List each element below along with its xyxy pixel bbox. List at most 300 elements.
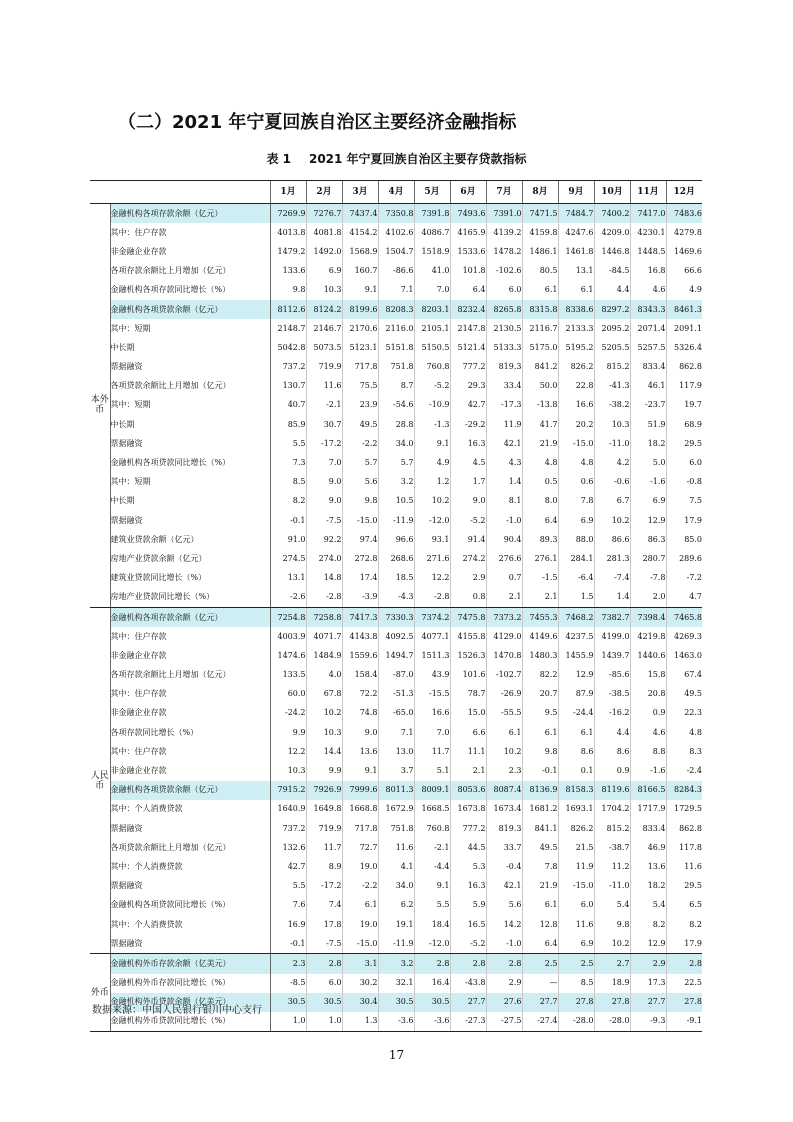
row-label: 其中：住户存款 <box>110 742 270 761</box>
table-row <box>90 666 702 685</box>
table-cell: 274.5 <box>270 549 306 568</box>
table-cell: 5073.5 <box>306 338 342 357</box>
table-cell: -7.8 <box>630 569 666 588</box>
table-cell: 4237.5 <box>558 627 594 646</box>
table-cell: 1480.3 <box>522 646 558 665</box>
table-cell: -1.0 <box>486 934 522 954</box>
table-cell: 74.8 <box>342 704 378 723</box>
table-cell: -38.7 <box>594 838 630 857</box>
table-cell: 5121.4 <box>450 338 486 357</box>
row-label: 金融机构外币存款同比增长（%） <box>110 974 270 993</box>
table-cell: 5.5 <box>270 434 306 453</box>
table-cell: 7.8 <box>558 492 594 511</box>
table-cell: 4129.0 <box>486 627 522 646</box>
table-cell: 5.0 <box>630 453 666 472</box>
table-cell: 5133.3 <box>486 338 522 357</box>
row-label: 其中：住户存款 <box>110 223 270 242</box>
row-label: 房地产业贷款余额（亿元） <box>110 549 270 568</box>
table-cell: 7484.7 <box>558 204 594 224</box>
table-cell: 30.5 <box>270 993 306 1012</box>
table-cell: 88.0 <box>558 530 594 549</box>
table-cell: -15.0 <box>558 877 594 896</box>
table-cell: -17.3 <box>486 396 522 415</box>
table-cell: 80.5 <box>522 262 558 281</box>
table-cell: 2.1 <box>522 588 558 608</box>
table-cell: 9.0 <box>306 492 342 511</box>
table-cell: 9.5 <box>522 704 558 723</box>
table-cell: 87.9 <box>558 685 594 704</box>
table-cell: 43.9 <box>414 666 450 685</box>
table-row <box>90 781 702 800</box>
table-cell: -8.5 <box>270 974 306 993</box>
table-cell: 2.5 <box>522 954 558 974</box>
table-cell: 8.0 <box>522 492 558 511</box>
table-cell: 2.9 <box>630 954 666 974</box>
row-label: 票据融资 <box>110 819 270 838</box>
table-caption <box>0 150 793 167</box>
table-cell: 9.8 <box>342 492 378 511</box>
table-cell: 21.9 <box>522 877 558 896</box>
table-row <box>90 588 702 608</box>
table-cell: 33.7 <box>486 838 522 857</box>
table-row <box>90 607 702 627</box>
table-cell: -3.6 <box>378 1012 414 1032</box>
table-cell: 5.7 <box>378 453 414 472</box>
table-cell: 133.5 <box>270 666 306 685</box>
table-cell: 8315.8 <box>522 300 558 319</box>
table-cell: -1.6 <box>630 473 666 492</box>
table-cell: 751.8 <box>378 358 414 377</box>
table-cell: 44.5 <box>450 838 486 857</box>
table-cell: 2.9 <box>450 569 486 588</box>
table-cell: 22.3 <box>666 704 702 723</box>
table-cell: 16.3 <box>450 877 486 896</box>
table-cell: 90.4 <box>486 530 522 549</box>
table-cell: 11.1 <box>450 742 486 761</box>
table-cell: 22.5 <box>666 974 702 993</box>
month-header: 1月 <box>270 181 306 204</box>
table-cell: 28.8 <box>378 415 414 434</box>
table-cell: 29.5 <box>666 877 702 896</box>
table-cell: -0.4 <box>486 857 522 876</box>
table-cell: 760.8 <box>414 358 450 377</box>
table-cell: 17.9 <box>666 511 702 530</box>
table-cell: 10.3 <box>306 281 342 300</box>
row-label: 金融机构外币贷款同比增长（%） <box>110 1012 270 1032</box>
table-cell: 815.2 <box>594 819 630 838</box>
table-cell: 5.5 <box>270 877 306 896</box>
table-cell: 60.0 <box>270 685 306 704</box>
table-cell: 9.9 <box>306 761 342 780</box>
table-cell: 27.7 <box>522 993 558 1012</box>
table-cell: 1.0 <box>270 1012 306 1032</box>
table-cell: 0.1 <box>558 761 594 780</box>
table-cell: 42.1 <box>486 434 522 453</box>
table-cell: 4086.7 <box>414 223 450 242</box>
table-cell: 833.4 <box>630 358 666 377</box>
table-cell: 9.0 <box>450 492 486 511</box>
row-label: 票据融资 <box>110 358 270 377</box>
table-cell: 4.4 <box>594 281 630 300</box>
table-cell: 2091.1 <box>666 319 702 338</box>
table-cell: 6.9 <box>306 262 342 281</box>
table-cell: -11.0 <box>594 434 630 453</box>
table-row <box>90 974 702 993</box>
table-cell: -65.0 <box>378 704 414 723</box>
table-cell: 1474.6 <box>270 646 306 665</box>
table-cell: 85.9 <box>270 415 306 434</box>
table-cell: 86.6 <box>594 530 630 549</box>
indicator-table <box>90 180 702 1032</box>
table-cell: 15.8 <box>630 666 666 685</box>
row-label: 其中：个人消费贷款 <box>110 857 270 876</box>
table-cell: 271.6 <box>414 549 450 568</box>
table-cell: 30.5 <box>414 993 450 1012</box>
month-header: 7月 <box>486 181 522 204</box>
table-cell: 8208.3 <box>378 300 414 319</box>
table-cell: 8.8 <box>630 742 666 761</box>
table-cell: 0.9 <box>594 761 630 780</box>
table-cell: 2.7 <box>594 954 630 974</box>
table-cell: 1469.6 <box>666 242 702 261</box>
table-cell: 5.4 <box>630 896 666 915</box>
row-label: 金融机构外币贷款余额（亿美元） <box>110 993 270 1012</box>
source-note: 数据来源：中国人民银行银川中心支行 <box>92 1005 262 1016</box>
month-header: 10月 <box>594 181 630 204</box>
month-header: 8月 <box>522 181 558 204</box>
table-cell: 1455.9 <box>558 646 594 665</box>
table-cell: 2.1 <box>486 588 522 608</box>
table-cell: 1511.3 <box>414 646 450 665</box>
table-cell: 1717.9 <box>630 800 666 819</box>
group-label: 外币 <box>90 954 110 1032</box>
table-row <box>90 319 702 338</box>
table-cell: 826.2 <box>558 819 594 838</box>
table-cell: 3.7 <box>378 761 414 780</box>
table-cell: -38.2 <box>594 396 630 415</box>
table-cell: -102.6 <box>486 262 522 281</box>
row-label: 非金融企业存款 <box>110 646 270 665</box>
page-number: 17 <box>388 1048 405 1062</box>
table-cell: 9.8 <box>594 915 630 934</box>
table-cell: 2.5 <box>558 954 594 974</box>
table-cell: 1492.0 <box>306 242 342 261</box>
table-cell: -15.0 <box>342 511 378 530</box>
table-cell: 158.4 <box>342 666 378 685</box>
table-cell: -43.8 <box>450 974 486 993</box>
table-cell: 91.4 <box>450 530 486 549</box>
table-cell: 4102.6 <box>378 223 414 242</box>
table-cell: 1704.2 <box>594 800 630 819</box>
table-row <box>90 453 702 472</box>
table-cell: -0.6 <box>594 473 630 492</box>
table-cell: 133.6 <box>270 262 306 281</box>
table-cell: 826.2 <box>558 358 594 377</box>
table-cell: 15.0 <box>450 704 486 723</box>
table-cell: 72.7 <box>342 838 378 857</box>
table-cell: 13.6 <box>630 857 666 876</box>
table-cell: 11.2 <box>594 857 630 876</box>
table-cell: -11.9 <box>378 511 414 530</box>
table-cell: 1672.9 <box>378 800 414 819</box>
table-cell: -1.5 <box>522 569 558 588</box>
table-cell: 7.5 <box>666 492 702 511</box>
table-cell: -23.7 <box>630 396 666 415</box>
table-cell: 30.5 <box>378 993 414 1012</box>
table-cell: 8166.5 <box>630 781 666 800</box>
table-cell: 14.2 <box>486 915 522 934</box>
table-cell: 8.2 <box>630 915 666 934</box>
table-cell: 10.3 <box>594 415 630 434</box>
table-cell: 6.1 <box>558 723 594 742</box>
table-cell: 4071.7 <box>306 627 342 646</box>
table-cell: 841.1 <box>522 819 558 838</box>
table-cell: 833.4 <box>630 819 666 838</box>
table-cell: 7417.3 <box>342 607 378 627</box>
month-header: 4月 <box>378 181 414 204</box>
table-cell: 4.0 <box>306 666 342 685</box>
table-cell: 4.3 <box>486 453 522 472</box>
table-cell: -55.5 <box>486 704 522 723</box>
table-row <box>90 704 702 723</box>
table-cell: 8199.6 <box>342 300 378 319</box>
row-label: 金融机构外币存款余额（亿美元） <box>110 954 270 974</box>
table-cell: 1.2 <box>414 473 450 492</box>
table-cell: 30.7 <box>306 415 342 434</box>
table-cell: -27.4 <box>522 1012 558 1032</box>
row-label: 金融机构各项存款余额（亿元） <box>110 204 270 224</box>
table-cell: 10.2 <box>414 492 450 511</box>
row-label: 金融机构各项贷款同比增长（%） <box>110 453 270 472</box>
table-cell: 4.6 <box>630 281 666 300</box>
table-cell: -2.8 <box>414 588 450 608</box>
table-cell: 8009.1 <box>414 781 450 800</box>
table-cell: 27.7 <box>450 993 486 1012</box>
table-cell: 7468.2 <box>558 607 594 627</box>
table-cell: 11.6 <box>666 857 702 876</box>
table-cell: -24.2 <box>270 704 306 723</box>
row-label: 非金融企业存款 <box>110 242 270 261</box>
table-cell: 11.6 <box>378 838 414 857</box>
row-label: 其中：短期 <box>110 396 270 415</box>
table-cell: -41.3 <box>594 377 630 396</box>
table-row <box>90 800 702 819</box>
table-cell: -13.8 <box>522 396 558 415</box>
table-cell: 18.2 <box>630 877 666 896</box>
table-cell: 5150.5 <box>414 338 450 357</box>
table-cell: 16.6 <box>414 704 450 723</box>
table-cell: 719.9 <box>306 358 342 377</box>
table-cell: 7493.6 <box>450 204 486 224</box>
table-cell: -102.7 <box>486 666 522 685</box>
row-label: 其中：短期 <box>110 319 270 338</box>
table-cell: 276.6 <box>486 549 522 568</box>
table-cell: 274.2 <box>450 549 486 568</box>
table-cell: 5257.5 <box>630 338 666 357</box>
table-cell: 7391.0 <box>486 204 522 224</box>
table-cell: -3.9 <box>342 588 378 608</box>
table-cell: 101.6 <box>450 666 486 685</box>
table-cell: 7398.4 <box>630 607 666 627</box>
row-label: 各项存款同比增长（%） <box>110 723 270 742</box>
table-row <box>90 338 702 357</box>
table-cell: 49.5 <box>666 685 702 704</box>
table-cell: 10.2 <box>306 704 342 723</box>
table-cell: 1504.7 <box>378 242 414 261</box>
table-cell: 1668.5 <box>414 800 450 819</box>
table-cell: -54.6 <box>378 396 414 415</box>
table-cell: 4219.8 <box>630 627 666 646</box>
table-cell: 4.1 <box>378 857 414 876</box>
table-cell: 16.9 <box>270 915 306 934</box>
table-cell: 67.8 <box>306 685 342 704</box>
table-cell: 1484.9 <box>306 646 342 665</box>
table-cell: 2.0 <box>630 588 666 608</box>
row-label: 中长期 <box>110 415 270 434</box>
table-cell: 8.3 <box>666 742 702 761</box>
table-cell: 67.4 <box>666 666 702 685</box>
table-cell: -7.4 <box>594 569 630 588</box>
table-cell: 19.7 <box>666 396 702 415</box>
table-cell: -28.0 <box>594 1012 630 1032</box>
table-cell: 2.3 <box>270 954 306 974</box>
table-cell: 2071.4 <box>630 319 666 338</box>
table-cell: 4077.1 <box>414 627 450 646</box>
table-row <box>90 242 702 261</box>
table-cell: 6.0 <box>666 453 702 472</box>
table-cell: 9.0 <box>342 723 378 742</box>
table-cell: 92.2 <box>306 530 342 549</box>
row-label: 金融机构各项贷款余额（亿元） <box>110 781 270 800</box>
table-cell: 16.8 <box>630 262 666 281</box>
table-cell: -4.4 <box>414 857 450 876</box>
table-cell: -2.6 <box>270 588 306 608</box>
month-header: 6月 <box>450 181 486 204</box>
table-row <box>90 819 702 838</box>
table-cell: 82.2 <box>522 666 558 685</box>
table-cell: 7465.8 <box>666 607 702 627</box>
table-cell: 6.0 <box>486 281 522 300</box>
table-cell: -29.2 <box>450 415 486 434</box>
table-cell: 815.2 <box>594 358 630 377</box>
table-cell: 7483.6 <box>666 204 702 224</box>
table-cell: 4247.6 <box>558 223 594 242</box>
table-cell: 6.5 <box>666 896 702 915</box>
table-cell: -15.5 <box>414 685 450 704</box>
table-cell: 49.5 <box>522 838 558 857</box>
table-cell: 7.1 <box>378 281 414 300</box>
table-cell: 21.9 <box>522 434 558 453</box>
table-cell: 6.0 <box>558 896 594 915</box>
table-cell: -7.5 <box>306 511 342 530</box>
table-cell: 29.3 <box>450 377 486 396</box>
table-cell: 4.9 <box>414 453 450 472</box>
row-label: 其中：短期 <box>110 473 270 492</box>
table-cell: 777.2 <box>450 819 486 838</box>
table-cell: 8.5 <box>270 473 306 492</box>
row-label: 各项贷款余额比上月增加（亿元） <box>110 377 270 396</box>
table-cell: 2105.1 <box>414 319 450 338</box>
table-cell: 8011.3 <box>378 781 414 800</box>
table-cell: 4.6 <box>630 723 666 742</box>
table-cell: 11.9 <box>486 415 522 434</box>
section-title: （二）2021 年宁夏回族自治区主要经济金融指标 <box>118 112 517 133</box>
table-cell: 3.2 <box>378 473 414 492</box>
table-cell: 12.2 <box>270 742 306 761</box>
table-cell: 18.5 <box>378 569 414 588</box>
table-cell: 1478.2 <box>486 242 522 261</box>
table-cell: 6.9 <box>558 934 594 954</box>
table-cell: 8.9 <box>306 857 342 876</box>
table-cell: -0.1 <box>522 761 558 780</box>
table-cell: 20.8 <box>630 685 666 704</box>
table-cell: 8.2 <box>666 915 702 934</box>
table-cell: -7.2 <box>666 569 702 588</box>
table-row <box>90 915 702 934</box>
table-cell: 23.9 <box>342 396 378 415</box>
table-cell: 8.5 <box>558 974 594 993</box>
table-cell: 130.7 <box>270 377 306 396</box>
table-cell: 1448.5 <box>630 242 666 261</box>
table-cell: 27.8 <box>594 993 630 1012</box>
table-cell: 2.8 <box>306 954 342 974</box>
table-cell: 46.9 <box>630 838 666 857</box>
row-label: 金融机构各项存款余额（亿元） <box>110 607 270 627</box>
table-cell: 27.7 <box>630 993 666 1012</box>
table-cell: 6.9 <box>558 511 594 530</box>
month-header: 5月 <box>414 181 450 204</box>
table-cell: 7.4 <box>306 896 342 915</box>
table-cell: 42.7 <box>270 857 306 876</box>
table-cell: 27.6 <box>486 993 522 1012</box>
table-cell: 1.0 <box>306 1012 342 1032</box>
table-cell: 12.2 <box>414 569 450 588</box>
table-cell: -2.2 <box>342 877 378 896</box>
row-label: 其中：个人消费贷款 <box>110 915 270 934</box>
table-cell: 819.3 <box>486 358 522 377</box>
table-cell: -12.0 <box>414 511 450 530</box>
table-cell: 0.8 <box>450 588 486 608</box>
table-cell: 41.7 <box>522 415 558 434</box>
table-row <box>90 857 702 876</box>
table-cell: 0.9 <box>630 704 666 723</box>
table-cell: 7437.4 <box>342 204 378 224</box>
table-cell: -12.0 <box>414 934 450 954</box>
table-cell: 1533.6 <box>450 242 486 261</box>
table-cell: 12.9 <box>558 666 594 685</box>
table-cell: 11.7 <box>306 838 342 857</box>
table-cell: 12.9 <box>630 511 666 530</box>
table-cell: 34.0 <box>378 434 414 453</box>
table-cell: 717.8 <box>342 819 378 838</box>
table-cell: 5.4 <box>594 896 630 915</box>
table-cell: 1470.8 <box>486 646 522 665</box>
table-cell: -2.8 <box>306 588 342 608</box>
table-cell: 8112.6 <box>270 300 306 319</box>
table-cell: 21.5 <box>558 838 594 857</box>
table-cell: 1494.7 <box>378 646 414 665</box>
table-cell: 4.8 <box>666 723 702 742</box>
table-cell: 13.0 <box>378 742 414 761</box>
table-cell: -1.0 <box>486 511 522 530</box>
table-cell: 7269.9 <box>270 204 306 224</box>
table-cell: 1.4 <box>486 473 522 492</box>
table-cell: 8461.3 <box>666 300 702 319</box>
table-cell: 760.8 <box>414 819 450 838</box>
table-cell: 5.6 <box>486 896 522 915</box>
table-cell: 1673.8 <box>450 800 486 819</box>
table-cell: 14.4 <box>306 742 342 761</box>
